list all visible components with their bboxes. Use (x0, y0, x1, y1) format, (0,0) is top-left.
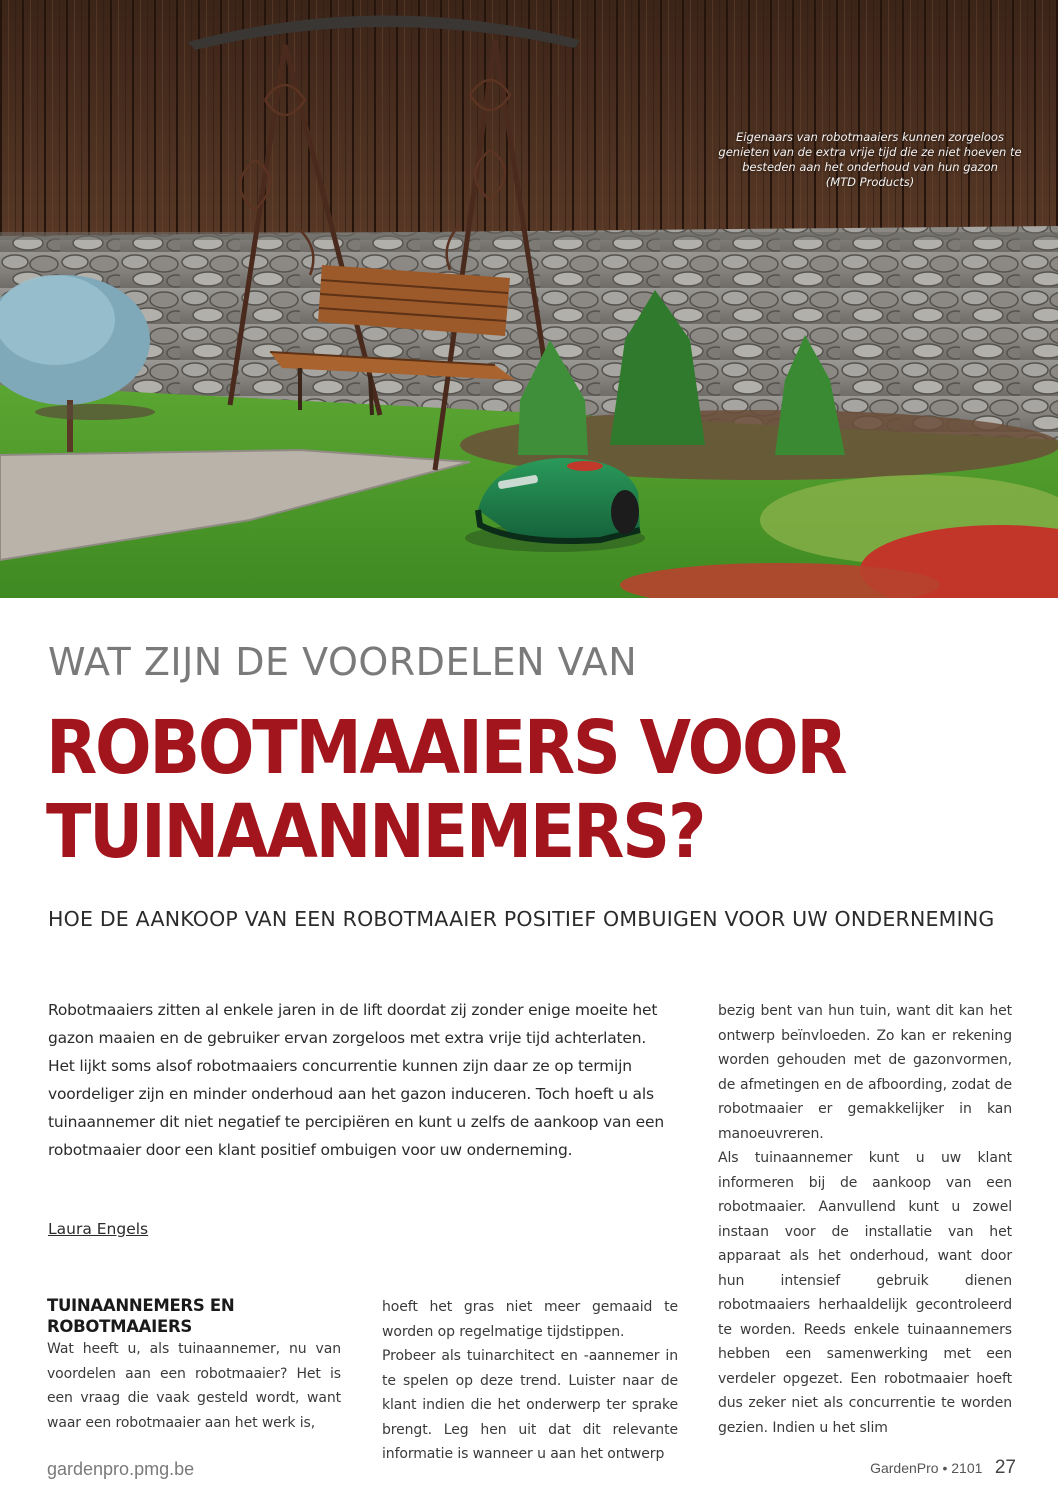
photo-credit: (MTD Products) (825, 175, 915, 189)
body-column-3 (718, 999, 1012, 1440)
photo-caption-text: Eigenaars van robotmaaiers kunnen zorgeloos genieten van de extra vrije tijd die ze niet hoeven te besteden aan het onderhoud van hun gazon (718, 130, 1022, 174)
col3-paragraph-2: Als tuinaannemer kunt u uw klant informeren bij de aankoop van een robotmaaier. Aanvullend kunt u zowel instaan voor de installatie van het apparaat als het onderhoud, want door hun intensief gebruik dienen robotmaaiers herhaaldelijk gecontroleerd te worden. Reeds enkele tuinaannemers hebben een samenwerking met een verdeler opgezet. Een robotmaaier hoeft dus zeker niet als concurrentie te worden gezien. Indien u het slim (718, 1150, 1012, 1436)
magazine-issue: GardenPro • 2101 (870, 1460, 983, 1476)
body-column-2 (382, 1295, 678, 1467)
author-byline[interactable]: Laura Engels (48, 1220, 149, 1238)
garden-illustration (0, 0, 1058, 598)
article-intro: Robotmaaiers zitten al enkele jaren in de lift doordat zij zonder enige moeite het gazon maaien en de gebruiker ervan zorgeloos met extra vrije tijd achterlaten. Het lijkt soms alsof robotmaaiers concurrentie kunnen zijn daar ze op termijn voordeliger zijn en minder onderhoud aan het gazon induceren. Toch hoeft u als tuinaannemer dit niet negatief te percipiëren en kunt u zelfs de aankoop van een robotmaaier door een klant positief ombuigen voor uw onderneming. (48, 1001, 664, 1159)
hero-photo (0, 0, 1058, 598)
article-subtitle: HOE DE AANKOOP VAN EEN ROBOTMAAIER POSITIEF OMBUIGEN VOOR UW ONDERNEMING (48, 907, 995, 931)
article-title-line2: TUINAANNEMERS? (46, 789, 705, 875)
article-title-line1: ROBOTMAAIERS VOOR (46, 705, 846, 791)
col2-paragraph-1: hoeft het gras niet meer gemaaid te worden op regelmatige tijdstippen. (382, 1299, 678, 1340)
col1-paragraph: Wat heeft u, als tuinaannemer, nu van voordelen aan een robotmaaier? Het is een vraag die vaak gesteld wordt, want waar een robotmaaier aan het werk is, (47, 1341, 341, 1431)
page-number: 27 (994, 1457, 1016, 1478)
footer-website-link[interactable]: gardenpro.pmg.be (47, 1459, 195, 1479)
section-heading: TUINAANNEMERS EN ROBOTMAAIERS (47, 1296, 235, 1336)
col3-paragraph-1: bezig bent van hun tuin, want dit kan het ontwerp beïnvloeden. Zo kan er rekening worden gehouden met de gazonvormen, de afmetingen en de afboording, zodat de robotmaaier er gemakkelijker in kan manoeuvreren. (718, 1003, 1012, 1142)
col2-paragraph-2: Probeer als tuinarchitect en -aannemer in te spelen op deze trend. Luister naar de klant indien die het onderwerp ter sprake brengt. Leg hen uit dat dit relevante informatie is wanneer u aan het ontwerp (382, 1348, 678, 1462)
article-title (46, 706, 928, 874)
article-kicker: WAT ZIJN DE VOORDELEN VAN (48, 640, 638, 684)
body-column-1 (47, 1295, 341, 1435)
photo-caption (710, 130, 1030, 190)
footer-issue-info (870, 1457, 1016, 1479)
